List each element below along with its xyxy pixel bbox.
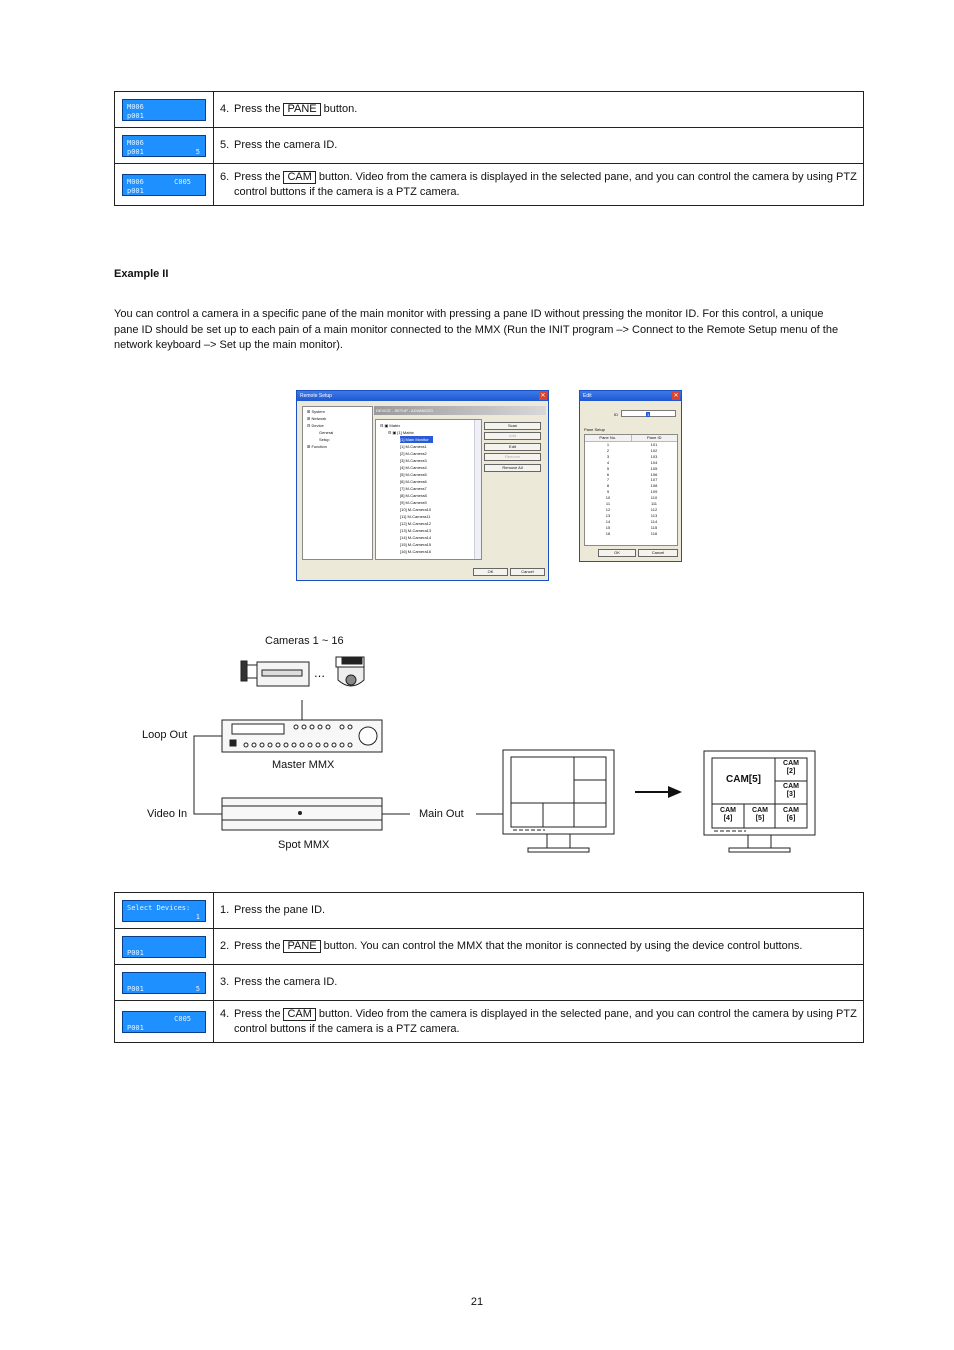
steps-table-2 <box>114 892 864 1043</box>
pane-id-list[interactable]: Pane No. Pane ID 1 101 2 102 3 103 4 104 5 105 6 106 7 107 8 108 9 109 10 110 11 111 12 112 13 113 14 114 15 115 16 116 <box>584 434 678 546</box>
loop-out-label: Loop Out <box>142 729 188 741</box>
list-item[interactable]: 7 107 <box>606 477 658 483</box>
pane-cam-3: CAM [3] <box>783 783 799 798</box>
main-out-label: Main Out <box>419 808 464 820</box>
step-text: 4. Press the CAM button. Video from the camera is displayed in the selected pane, and you can control the camera by using PTZ control buttons if the camera is a PTZ camera. <box>220 1007 857 1035</box>
edit-button[interactable]: Edit <box>484 443 541 451</box>
ok-button[interactable]: OK <box>598 549 636 557</box>
scan-button[interactable]: Scan <box>484 422 541 430</box>
remove-button[interactable]: Remove <box>484 453 541 461</box>
master-mmx-label: Master MMX <box>272 759 335 771</box>
window-title: Remote Setup <box>300 393 332 399</box>
pane-key-label: PANE <box>283 103 320 116</box>
pane-cam-6: CAM [6] <box>783 807 799 822</box>
intro-paragraph: You can control a camera in a specific pane of the main monitor with pressing a pane ID without pressing the monitor ID. For this control, a unique pane ID should be set up to each pain of a main monitor connected to the MMX (Run the INIT program –> Connect to the Remote Setup menu of the network keyboard –> Set up the main monitor). <box>114 308 839 351</box>
table-row <box>115 929 864 965</box>
lcd-display: M006 p001 <box>122 99 206 121</box>
device-item-main-monitor[interactable]: [1] Main Monitor <box>400 436 433 443</box>
device-item[interactable]: [11] M-Camera11 <box>400 514 431 519</box>
step-text: 4. Press the PANE button. <box>220 103 358 115</box>
pane-setup-label: Pane Setup <box>584 427 605 432</box>
table-row <box>115 128 864 164</box>
lcd-display: Select Devices: 1 <box>122 900 206 922</box>
ok-button[interactable]: OK <box>473 568 508 576</box>
device-item[interactable]: [16] M-Camera16 <box>400 549 432 554</box>
settings-tree[interactable]: ⊞ System ⊞ Network ⊟ Device General Setup ⊞ Function <box>302 406 373 560</box>
scrollbar[interactable] <box>474 420 481 559</box>
step-text: 2. Press the PANE button. You can control the MMX that the monitor is connected by using the device control buttons. <box>220 940 803 952</box>
table-row <box>115 965 864 1001</box>
window-title: Edit <box>583 393 592 399</box>
list-item[interactable]: 15 115 <box>605 524 658 530</box>
cancel-button[interactable]: Cancel <box>510 568 545 576</box>
lcd-display: M006 C005 p001 <box>122 174 206 196</box>
section-heading: Example II <box>114 268 169 280</box>
step-text: 5. Press the camera ID. <box>220 139 338 151</box>
device-item[interactable]: [2] M-Camera2 <box>400 451 427 456</box>
device-tree[interactable]: ⊟ ▣ Matrix ⊟ ▣ [1] Matrix [1] Main Monitor [1] M-Camera1 [2] M-Camera2 [3] M-Camera3 [4] M-Camera4 [5] M-Camera5 [6] M-Camera6 [7] M-Camera7 [8] M-Camera8 [9] M-Camera9 [10] M-Camera10 [11] M-Camera11 [12] M-Camera12 [13] M-Camera13 [14] M-Camera14 [15] M-Camera15 [16] M-Camera16 <box>375 419 482 560</box>
page-number: 21 <box>470 1296 484 1308</box>
device-item[interactable]: [13] M-Camera13 <box>400 528 432 533</box>
id-input[interactable]: 1 <box>621 410 676 417</box>
lcd-display: P001 5 <box>122 972 206 994</box>
pane-cam-5: CAM [5] <box>752 807 768 822</box>
add-button[interactable]: Add <box>484 432 541 440</box>
table-row <box>115 164 864 206</box>
lcd-display: P001 <box>122 936 206 958</box>
remote-setup-window <box>296 390 549 581</box>
close-icon[interactable]: ✕ <box>673 393 679 399</box>
list-item[interactable]: 2 102 <box>606 447 658 453</box>
list-item[interactable]: 16 116 <box>605 530 658 536</box>
close-icon[interactable]: ✕ <box>540 393 546 399</box>
device-item[interactable]: [6] M-Camera6 <box>400 479 427 484</box>
section-header: DEVICE - SETUP - ADVANCED <box>374 406 546 415</box>
list-item[interactable]: 8 108 <box>606 483 658 489</box>
ellipsis: … <box>314 667 325 680</box>
device-item[interactable]: [12] M-Camera12 <box>400 521 432 526</box>
spot-mmx-label: Spot MMX <box>278 839 330 851</box>
pane-key-label: PANE <box>283 940 320 953</box>
video-in-label: Video In <box>147 808 188 820</box>
list-item[interactable]: 14 114 <box>605 518 658 524</box>
monitor-icon <box>503 750 614 852</box>
list-item[interactable]: 10 110 <box>605 495 658 501</box>
list-item[interactable]: 1 101 <box>606 442 658 447</box>
table-row <box>115 92 864 128</box>
device-item[interactable]: [9] M-Camera9 <box>400 500 427 505</box>
step-text: 3. Press the camera ID. <box>220 976 338 988</box>
ptz-camera-icon <box>336 657 364 686</box>
cam-key-label: CAM <box>283 171 315 184</box>
list-item[interactable]: 13 113 <box>605 512 658 518</box>
device-item[interactable]: [15] M-Camera15 <box>400 542 432 547</box>
table-row <box>115 1001 864 1043</box>
list-item[interactable]: 4 104 <box>606 459 658 465</box>
table-row <box>115 893 864 929</box>
list-item[interactable]: 5 105 <box>606 465 658 471</box>
list-item[interactable]: 9 109 <box>606 489 658 495</box>
device-item[interactable]: [1] M-Camera1 <box>400 444 427 449</box>
spot-mmx-device <box>222 798 382 830</box>
lcd-display: C005 P001 <box>122 1011 206 1033</box>
device-item[interactable]: [8] M-Camera8 <box>400 493 427 498</box>
edit-window: Edit ✕ ID 1 Pane Setup Pane No. Pane ID 1 101 2 102 3 103 4 104 5 105 6 106 7 107 8 108 9 109 10 110 11 111 12 112 13 113 14 114 15 115 16 116 OK Cancel <box>579 390 682 562</box>
list-item[interactable]: 3 103 <box>606 453 658 459</box>
device-item[interactable]: [3] M-Camera3 <box>400 458 427 463</box>
device-item[interactable]: [14] M-Camera14 <box>400 535 432 540</box>
device-item[interactable]: [4] M-Camera4 <box>400 465 427 470</box>
step-text: 1. Press the pane ID. <box>220 904 326 916</box>
device-item[interactable]: [10] M-Camera10 <box>400 507 432 512</box>
steps-table-1 <box>114 91 864 206</box>
list-item[interactable]: 11 111 <box>605 501 658 507</box>
device-item[interactable]: [5] M-Camera5 <box>400 472 427 477</box>
list-item[interactable]: 12 112 <box>605 506 658 512</box>
cam-key-label: CAM <box>283 1008 315 1021</box>
step-text: 6. Press the CAM button. Video from the camera is displayed in the selected pane, and you can control the camera by using PTZ control buttons if the camera is a PTZ camera. <box>220 170 857 198</box>
device-item[interactable]: [7] M-Camera7 <box>400 486 427 491</box>
pane-cam-big: CAM[5] <box>726 774 761 785</box>
lcd-display: M006 p001 5 <box>122 135 206 157</box>
list-item[interactable]: 6 106 <box>606 471 658 477</box>
connection-diagram <box>0 650 954 860</box>
remove-all-button[interactable]: Remove All <box>484 464 541 472</box>
box-camera-icon <box>241 661 309 686</box>
cameras-label: Cameras 1 ~ 16 <box>265 635 344 647</box>
pane-cam-4: CAM [4] <box>720 807 736 822</box>
pane-cam-2: CAM [2] <box>783 760 799 775</box>
arrow-right-icon <box>635 786 682 798</box>
master-mmx-device <box>222 720 382 752</box>
cancel-button[interactable]: Cancel <box>638 549 678 557</box>
